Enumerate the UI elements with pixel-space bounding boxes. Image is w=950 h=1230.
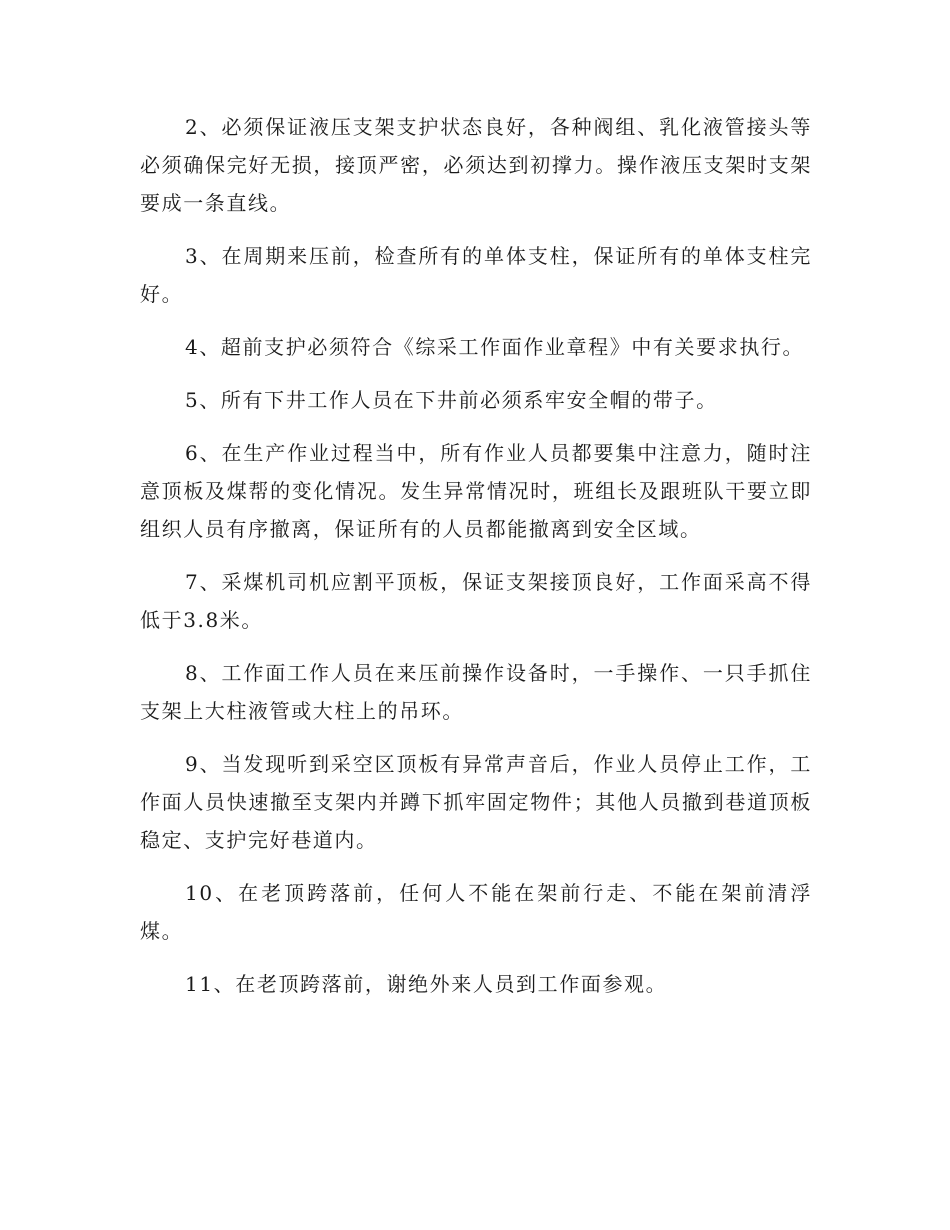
paragraph-item-9: 9、当发现听到采空区顶板有异常声音后，作业人员停止工作，工作面人员快速撤至支架内并蹲下抓牢固定物件；其他人员撤到巷道顶板稳定、支护完好巷道内。 [140, 752, 812, 852]
paragraph-item-2: 2、必须保证液压支架支护状态良好，各种阀组、乳化液管接头等必须确保完好无损，接顶严密，必须达到初撑力。操作液压支架时支架要成一条直线。 [140, 115, 812, 215]
paragraph-item-7: 7、采煤机司机应割平顶板，保证支架接顶良好，工作面采高不得低于3.8米。 [140, 570, 812, 632]
paragraph-item-3: 3、在周期来压前，检查所有的单体支柱，保证所有的单体支柱完好。 [140, 244, 812, 306]
paragraph-item-6: 6、在生产作业过程当中，所有作业人员都要集中注意力，随时注意顶板及煤帮的变化情况。发生异常情况时，班组长及跟班队干要立即组织人员有序撤离，保证所有的人员都能撤离到安全区域。 [140, 441, 812, 541]
paragraph-item-8: 8、工作面工作人员在来压前操作设备时，一手操作、一只手抓住支架上大柱液管或大柱上的吊环。 [140, 661, 812, 723]
document-body [140, 108, 812, 1018]
paragraph-item-5: 5、所有下井工作人员在下井前必须系牢安全帽的带子。 [185, 388, 718, 412]
paragraph-item-10: 10、在老顶跨落前，任何人不能在架前行走、不能在架前清浮煤。 [140, 881, 812, 943]
paragraph-item-11: 11、在老顶跨落前，谢绝外来人员到工作面参观。 [185, 972, 668, 996]
paragraph-item-4: 4、超前支护必须符合《综采工作面作业章程》中有关要求执行。 [185, 335, 805, 359]
